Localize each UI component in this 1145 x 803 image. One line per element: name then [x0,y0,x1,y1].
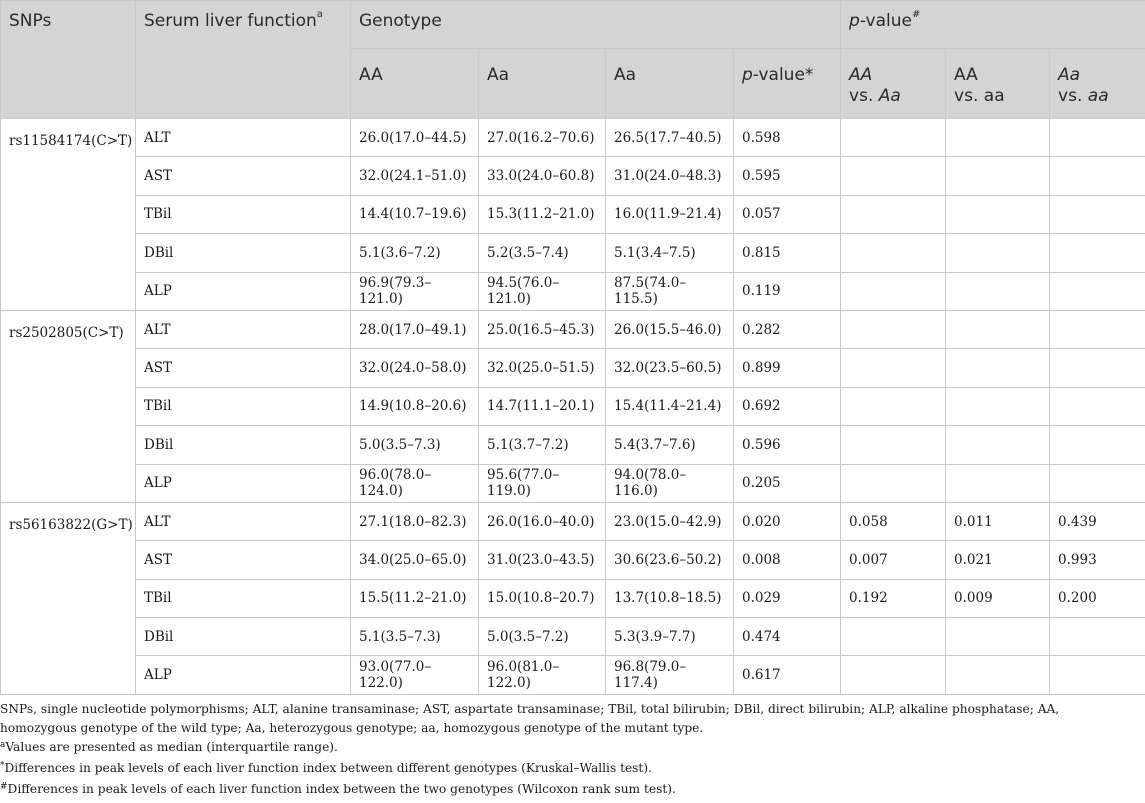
snp-cell: rs11584174(C>T) [1,119,136,311]
genotype-aa-cell: 15.5(11.2–21.0) [351,579,479,617]
genotype-aa-het-cell: 32.0(25.0–51.5) [479,349,606,387]
liver-index-cell: TBil [136,579,351,617]
pvalue-aa-vs-aa-mut-cell [946,234,1050,272]
genotype-aa-mut-cell: 15.4(11.4–21.4) [606,387,734,425]
pvalue-het-vs-mut-cell: 0.200 [1050,579,1145,617]
genotype-aa-het-cell: 5.1(3.7–7.2) [479,426,606,464]
genotype-aa-cell: 93.0(77.0–122.0) [351,656,479,694]
pvalue-het-vs-mut-cell: 0.439 [1050,502,1145,540]
pvalue-aa-vs-aa-mut-cell [946,119,1050,157]
footnote-hash: #Differences in peak levels of each liver function index between the two genotypes (Wilcoxon rank sum test). [0,782,676,796]
pvalue-kw-cell: 0.282 [734,310,841,348]
table-header [1,1,1145,119]
genotype-aa-het-cell: 26.0(16.0–40.0) [479,502,606,540]
liver-index-cell: ALT [136,119,351,157]
genotype-aa-cell: 96.9(79.3–121.0) [351,272,479,310]
table-body [1,119,1145,695]
pvalue-het-vs-mut-cell: 0.993 [1050,541,1145,579]
pvalue-aa-vs-aa-het-cell [841,656,946,694]
table-row [1,502,1145,540]
col-genotype-aa-mut: Aa [606,49,734,119]
col-genotype-header: Genotype [351,1,841,49]
pvalue-aa-vs-aa-mut-cell [946,387,1050,425]
liver-index-cell: ALP [136,656,351,694]
pvalue-aa-vs-aa-mut-cell [946,426,1050,464]
liver-index-cell: DBil [136,426,351,464]
pvalue-kw-cell: 0.596 [734,426,841,464]
pvalue-het-vs-mut-cell [1050,272,1145,310]
pvalue-het-vs-mut-cell [1050,157,1145,195]
footnote-a: $^a$Values are presented as median (interquartile range). [0,740,338,754]
liver-index-cell: ALP [136,272,351,310]
pvalue-aa-vs-aa-mut-cell [946,310,1050,348]
genotype-aa-cell: 26.0(17.0–44.5) [351,119,479,157]
genotype-aa-mut-cell: 26.0(15.5–46.0) [606,310,734,348]
pvalue-aa-vs-aa-het-cell: 0.058 [841,502,946,540]
pvalue-aa-vs-aa-mut-cell [946,157,1050,195]
pvalue-kw-cell: 0.474 [734,618,841,656]
pvalue-het-vs-mut-cell [1050,426,1145,464]
pvalue-kw-cell: 0.692 [734,387,841,425]
pvalue-kw-cell: 0.008 [734,541,841,579]
snp-cell: rs2502805(C>T) [1,310,136,502]
liver-index-cell: ALP [136,464,351,502]
footnote-abbreviations: SNPs, single nucleotide polymorphisms; ALT, alanine transaminase; AST, aspartate transaminase; TBil, total bilirubin; DBil, direct bilirubin; ALP, alkaline phosphatase; AA, homozygous genotype of the wild type; Aa, heterozygous genotype; aa, homozygous genotype of the mutant type. [0,702,1060,735]
genotype-aa-cell: 32.0(24.1–51.0) [351,157,479,195]
table-row [1,656,1145,694]
col-genotype-aa: AA [351,49,479,119]
genotype-aa-cell: 34.0(25.0–65.0) [351,541,479,579]
pvalue-kw-cell: 0.595 [734,157,841,195]
table-row [1,310,1145,348]
pvalue-aa-vs-aa-het-cell [841,426,946,464]
genotype-aa-mut-cell: 5.4(3.7–7.6) [606,426,734,464]
snp-cell: rs56163822(G>T) [1,502,136,694]
genotype-aa-cell: 28.0(17.0–49.1) [351,310,479,348]
pvalue-het-vs-mut-cell [1050,387,1145,425]
genotype-aa-cell: 5.1(3.6–7.2) [351,234,479,272]
col-aa-vs-aa-mut: AA vs. aa [946,49,1050,119]
pvalue-aa-vs-aa-mut-cell [946,464,1050,502]
genotype-aa-het-cell: 15.0(10.8–20.7) [479,579,606,617]
footnote-star: *Differences in peak levels of each liver function index between different genotypes (Kruskal–Wallis test). [0,761,652,775]
genotype-aa-mut-cell: 87.5(74.0–115.5) [606,272,734,310]
liver-index-cell: AST [136,157,351,195]
liver-index-cell: DBil [136,618,351,656]
liver-index-cell: TBil [136,387,351,425]
genotype-aa-cell: 14.9(10.8–20.6) [351,387,479,425]
pvalue-aa-vs-aa-het-cell [841,195,946,233]
genotype-aa-mut-cell: 96.8(79.0–117.4) [606,656,734,694]
col-pvalue-group-header: p-value# [841,1,1145,49]
col-liver-function-header: Serum liver function$^a$ [136,1,351,119]
genotype-aa-cell: 96.0(78.0–124.0) [351,464,479,502]
pvalue-aa-vs-aa-mut-cell: 0.011 [946,502,1050,540]
genotype-aa-het-cell: 94.5(76.0–121.0) [479,272,606,310]
table-row [1,234,1145,272]
genotype-aa-het-cell: 14.7(11.1–20.1) [479,387,606,425]
table-row [1,272,1145,310]
table-row [1,426,1145,464]
col-aa-vs-aa-het: AA vs. Aa [841,49,946,119]
pvalue-aa-vs-aa-mut-cell: 0.021 [946,541,1050,579]
pvalue-aa-vs-aa-mut-cell [946,195,1050,233]
genotype-aa-cell: 14.4(10.7–19.6) [351,195,479,233]
pvalue-kw-cell: 0.899 [734,349,841,387]
genotype-aa-mut-cell: 5.1(3.4–7.5) [606,234,734,272]
pvalue-aa-vs-aa-het-cell [841,618,946,656]
genotype-aa-het-cell: 27.0(16.2–70.6) [479,119,606,157]
liver-index-cell: TBil [136,195,351,233]
table-row [1,579,1145,617]
pvalue-aa-vs-aa-mut-cell [946,349,1050,387]
liver-index-cell: AST [136,541,351,579]
pvalue-aa-vs-aa-het-cell [841,387,946,425]
pvalue-het-vs-mut-cell [1050,119,1145,157]
pvalue-aa-vs-aa-mut-cell [946,272,1050,310]
table-footnotes [0,700,1135,801]
liver-index-cell: ALT [136,310,351,348]
pvalue-aa-vs-aa-het-cell [841,157,946,195]
genotype-aa-cell: 27.1(18.0–82.3) [351,502,479,540]
genotype-aa-het-cell: 25.0(16.5–45.3) [479,310,606,348]
genotype-aa-het-cell: 31.0(23.0–43.5) [479,541,606,579]
pvalue-het-vs-mut-cell [1050,310,1145,348]
pvalue-kw-cell: 0.029 [734,579,841,617]
table-row [1,618,1145,656]
pvalue-aa-vs-aa-mut-cell [946,618,1050,656]
pvalue-het-vs-mut-cell [1050,464,1145,502]
col-het-vs-mut: Aa vs. aa [1050,49,1145,119]
genotype-aa-mut-cell: 26.5(17.7–40.5) [606,119,734,157]
table-row [1,349,1145,387]
pvalue-aa-vs-aa-het-cell [841,272,946,310]
genotype-aa-cell: 5.0(3.5–7.3) [351,426,479,464]
pvalue-kw-cell: 0.598 [734,119,841,157]
table-row [1,541,1145,579]
pvalue-aa-vs-aa-mut-cell [946,656,1050,694]
pvalue-aa-vs-aa-het-cell [841,234,946,272]
pvalue-aa-vs-aa-het-cell: 0.192 [841,579,946,617]
pvalue-kw-cell: 0.057 [734,195,841,233]
pvalue-het-vs-mut-cell [1050,195,1145,233]
pvalue-het-vs-mut-cell [1050,349,1145,387]
genotype-aa-mut-cell: 30.6(23.6–50.2) [606,541,734,579]
genotype-aa-mut-cell: 32.0(23.5–60.5) [606,349,734,387]
genotype-aa-cell: 5.1(3.5–7.3) [351,618,479,656]
table-row [1,119,1145,157]
col-genotype-aa-het: Aa [479,49,606,119]
genotype-aa-het-cell: 33.0(24.0–60.8) [479,157,606,195]
table-row [1,195,1145,233]
table-row [1,464,1145,502]
pvalue-aa-vs-aa-het-cell [841,349,946,387]
pvalue-aa-vs-aa-het-cell [841,310,946,348]
genotype-aa-mut-cell: 31.0(24.0–48.3) [606,157,734,195]
col-pvalue-kw: p-value* [734,49,841,119]
table-row [1,157,1145,195]
genotype-aa-het-cell: 5.0(3.5–7.2) [479,618,606,656]
genotype-aa-het-cell: 95.6(77.0–119.0) [479,464,606,502]
pvalue-kw-cell: 0.119 [734,272,841,310]
genotype-aa-mut-cell: 5.3(3.9–7.7) [606,618,734,656]
genotype-aa-het-cell: 96.0(81.0–122.0) [479,656,606,694]
pvalue-kw-cell: 0.205 [734,464,841,502]
pvalue-kw-cell: 0.617 [734,656,841,694]
genotype-aa-mut-cell: 16.0(11.9–21.4) [606,195,734,233]
pvalue-aa-vs-aa-mut-cell: 0.009 [946,579,1050,617]
pvalue-kw-cell: 0.815 [734,234,841,272]
genotype-aa-mut-cell: 23.0(15.0–42.9) [606,502,734,540]
pvalue-het-vs-mut-cell [1050,234,1145,272]
col-snps-header: SNPs [1,1,136,119]
liver-index-cell: ALT [136,502,351,540]
genotype-aa-cell: 32.0(24.0–58.0) [351,349,479,387]
pvalue-aa-vs-aa-het-cell [841,464,946,502]
liver-index-cell: AST [136,349,351,387]
pvalue-aa-vs-aa-het-cell [841,119,946,157]
pvalue-het-vs-mut-cell [1050,656,1145,694]
genotype-aa-het-cell: 15.3(11.2–21.0) [479,195,606,233]
genotype-aa-mut-cell: 94.0(78.0–116.0) [606,464,734,502]
pvalue-aa-vs-aa-het-cell: 0.007 [841,541,946,579]
pvalue-het-vs-mut-cell [1050,618,1145,656]
liver-index-cell: DBil [136,234,351,272]
header-row-top [1,1,1145,49]
pvalue-kw-cell: 0.020 [734,502,841,540]
genotype-aa-mut-cell: 13.7(10.8–18.5) [606,579,734,617]
genotype-aa-het-cell: 5.2(3.5–7.4) [479,234,606,272]
table-row [1,387,1145,425]
